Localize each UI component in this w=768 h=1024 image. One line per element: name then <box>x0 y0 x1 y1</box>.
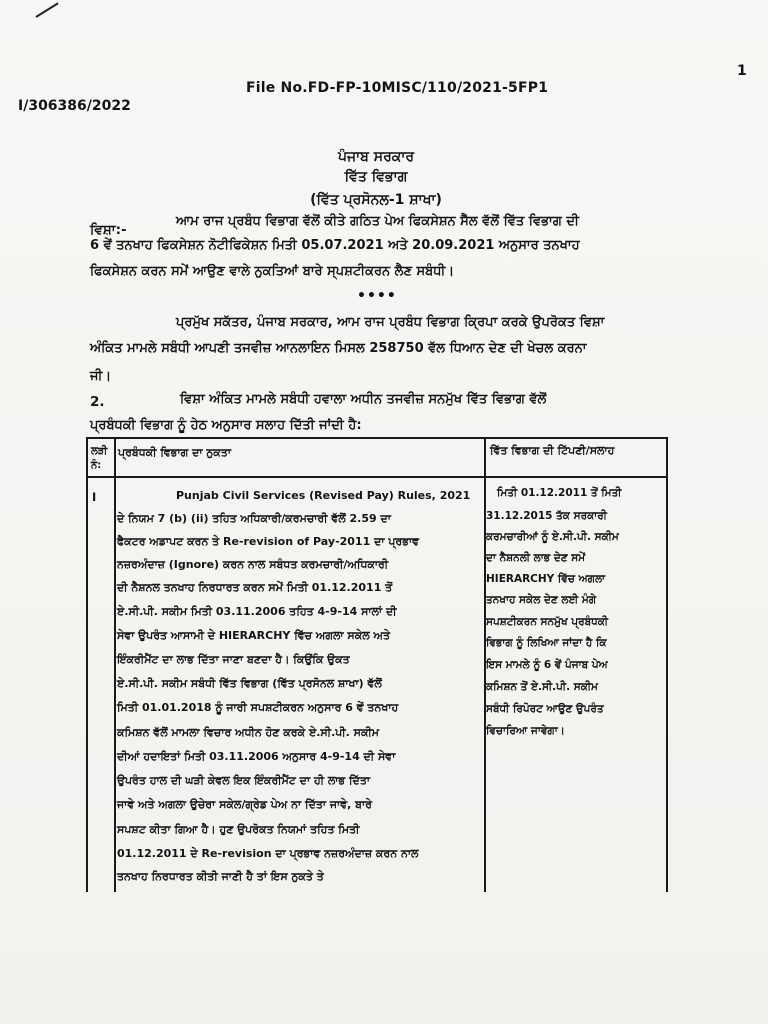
advice-line-3: ਕਰਮਚਾਰੀਆਂ ਨੂੰ ਏ.ਸੀ.ਪੀ. ਸਕੀਮ <box>486 531 619 543</box>
advice-line-5: HIERARCHY ਵਿੱਚ ਅਗਲਾ <box>486 573 606 585</box>
advice-line-6: ਤਨਖਾਹ ਸਕੇਲ ਦੇਣ ਲਈ ਮੰਗੇ <box>486 594 597 606</box>
page-number: 1 <box>737 63 747 79</box>
point-line-8: ਇੰਕਰੀਮੈਂਟ ਦਾ ਲਾਭ ਦਿੱਤਾ ਜਾਣਾ ਬਣਦਾ ਹੈ। ਕਿਉਂਕਿ ਉਕਤ <box>117 653 350 666</box>
point-line-10: ਮਿਤੀ 01.01.2018 ਨੂੰ ਜਾਰੀ ਸਪਸ਼ਟੀਕਰਨ ਅਨੁਸਾਰ 6 ਵੇਂ ਤਨਖਾਹ <box>117 701 399 714</box>
para2-line-1: ਵਿਸ਼ਾ ਅੰਕਿਤ ਮਾਮਲੇ ਸਬੰਧੀ ਹਵਾਲਾ ਅਧੀਨ ਤਜਵੀਜ਼ ਸਨਮੁੱਖ ਵਿੱਤ ਵਿਭਾਗ ਵੱਲੋਂ <box>180 392 547 407</box>
subject-line-3: ਫਿਕਸੇਸ਼ਨ ਕਰਨ ਸਮੇਂ ਆਉਣ ਵਾਲੇ ਨੁਕਤਿਆਂ ਬਾਰੇ ਸ੍ਪਸ਼ਟੀਕਰਨ ਲੈਣ ਸਬੰਧੀ। <box>90 264 455 279</box>
point-line-3: ਫੈਕਟਰ ਅਡਾਪਟ ਕਰਨ ਤੇ Re-revision of Pay-2011 ਦਾ ਪ੍ਰਭਾਵ <box>117 535 420 548</box>
table-col1-divider <box>114 437 116 892</box>
advice-line-7: ਸਪਸ਼ਟੀਕਰਨ ਸਨਮੁੱਖ ਪ੍ਰਬੰਧਕੀ <box>486 616 609 628</box>
table-header-divider <box>86 476 666 478</box>
point-line-16: 01.12.2011 ਦੇ Re-revision ਦਾ ਪ੍ਰਭਾਵ ਨਜ਼ਰਅੰਦਾਜ਼ ਕਰਨ ਨਾਲ <box>117 847 419 860</box>
pen-mark <box>35 2 58 17</box>
col-advice-header: ਵਿੱਤ ਵਿਭਾਗ ਦੀ ਟਿੱਪਣੀ/ਸਲਾਹ <box>490 444 615 457</box>
subject-label: ਵਿਸ਼ਾ:- <box>90 222 127 238</box>
table-top-border <box>86 437 666 439</box>
point-line-9: ਏ.ਸੀ.ਪੀ. ਸਕੀਮ ਸਬੰਧੀ ਵਿੱਤ ਵਿਭਾਗ (ਵਿੱਤ ਪ੍ਰਸੋਨਲ ਸ਼ਾਖਾ) ਵੱਲੋਂ <box>117 677 382 690</box>
advice-line-1: ਮਿਤੀ 01.12.2011 ਤੋਂ ਮਿਤੀ <box>497 487 622 499</box>
point-line-4: ਨਜ਼ਰਅੰਦਾਜ਼ (Ignore) ਕਰਨ ਨਾਲ ਸਬੰਧਤ ਕਰਮਚਾਰੀ/ਅਧਿਕਾਰੀ <box>117 558 389 571</box>
para2-line-2: ਪ੍ਰਬੰਧਕੀ ਵਿਭਾਗ ਨੂੰ ਹੇਠ ਅਨੁਸਾਰ ਸਲਾਹ ਦਿੱਤੀ ਜਾਂਦੀ ਹੈ: <box>90 418 362 433</box>
row-serial: I <box>92 490 97 504</box>
point-line-15: ਸਪਸ਼ਟ ਕੀਤਾ ਗਿਆ ਹੈ। ਹੁਣ ਉਪਰੋਕਤ ਨਿਯਮਾਂ ਤਹਿਤ ਮਿਤੀ <box>117 823 360 836</box>
header-branch: (ਵਿੱਤ ਪ੍ਰਸੋਨਲ-1 ਸ਼ਾਖਾ) <box>310 192 442 208</box>
point-line-5: ਦੀ ਨੈਸ਼ਨਲ ਤਨਖਾਹ ਨਿਰਧਾਰਤ ਕਰਨ ਸਮੇਂ ਮਿਤੀ 01.12.2011 ਤੋਂ <box>117 581 393 594</box>
point-line-1: Punjab Civil Services (Revised Pay) Rules, 2021 <box>176 489 471 502</box>
advice-line-11: ਸਬੰਧੀ ਰਿਪੋਰਟ ਆਉਣ ਉਪਰੰਤ <box>486 703 604 715</box>
reference-number: I/306386/2022 <box>18 98 131 114</box>
para1-line-2: ਅੰਕਿਤ ਮਾਮਲੇ ਸਬੰਧੀ ਆਪਣੀ ਤਜਵੀਜ਼ ਆਨਲਾਇਨ ਮਿਸਲ 258750 ਵੱਲ ਧਿਆਨ ਦੇਣ ਦੀ ਖੇਚਲ ਕਰਨਾ <box>90 341 587 356</box>
col-point-header: ਪ੍ਰਬੰਧਕੀ ਵਿਭਾਗ ਦਾ ਨੁਕਤਾ <box>118 446 231 459</box>
point-line-14: ਜਾਵੇ ਅਤੇ ਅਗਲਾ ਉਚੇਰਾ ਸਕੇਲ/ਗ੍ਰੇਡ ਪੇਅ ਨਾ ਦਿੱਤਾ ਜਾਵੇ, ਬਾਰੇ <box>117 798 372 811</box>
header-government: ਪੰਜਾਬ ਸਰਕਾਰ <box>337 149 415 165</box>
advice-line-8: ਵਿਭਾਗ ਨੂੰ ਲਿਖਿਆ ਜਾਂਦਾ ਹੈ ਕਿ <box>486 637 607 649</box>
subject-line-2: 6 ਵੇਂ ਤਨਖਾਹ ਫਿਕਸੇਸ਼ਨ ਨੋਟੀਫਿਕੇਸ਼ਨ ਮਿਤੀ 05.07.2021 ਅਤੇ 20.09.2021 ਅਨੁਸਾਰ ਤਨਖਾਹ <box>90 238 580 253</box>
point-line-17: ਤਨਖਾਹ ਨਿਰਧਾਰਤ ਕੀਤੀ ਜਾਣੀ ਹੈ ਤਾਂ ਇਸ ਨੁਕਤੇ ਤੇ <box>117 870 324 883</box>
advice-line-12: ਵਿਚਾਰਿਆ ਜਾਵੇਗਾ। <box>486 725 565 737</box>
col-serial-header-line2: ਨੰ: <box>91 460 102 471</box>
advice-line-2: 31.12.2015 ਤੱਕ ਸਰਕਾਰੀ <box>486 510 607 522</box>
point-line-11: ਕਮਿਸ਼ਨ ਵੱਲੋਂ ਮਾਮਲਾ ਵਿਚਾਰ ਅਧੀਨ ਹੋਣ ਕਰਕੇ ਏ.ਸੀ.ਪੀ. ਸਕੀਮ <box>117 726 380 739</box>
col-serial-header-line1: ਲੜੀ <box>91 446 108 457</box>
file-number: File No.FD-FP-10MISC/110/2021-5FP1 <box>246 80 549 96</box>
advice-line-9: ਇਸ ਮਾਮਲੇ ਨੂੰ 6 ਵੇਂ ਪੰਜਾਬ ਪੇਅ <box>486 659 608 671</box>
table-left-border <box>86 437 88 892</box>
point-line-7: ਸੇਵਾ ਉਪਰੰਤ ਆਸਾਮੀ ਦੇ HIERARCHY ਵਿੱਚ ਅਗਲਾ ਸਕੇਲ ਅਤੇ <box>117 629 390 642</box>
header-department: ਵਿੱਤ ਵਿਭਾਗ <box>344 169 408 185</box>
advice-line-10: ਕਮਿਸ਼ਨ ਤੋਂ ਏ.ਸੀ.ਪੀ. ਸਕੀਮ <box>486 681 598 693</box>
para1-line-1: ਪ੍ਰਮੁੱਖ ਸਕੱਤਰ, ਪੰਜਾਬ ਸਰਕਾਰ, ਆਮ ਰਾਜ ਪ੍ਰਬੰਧ ਵਿਭਾਗ ਕ੍ਰਿਪਾ ਕਰਕੇ ਉਪਰੋਕਤ ਵਿਸ਼ਾ <box>176 315 605 330</box>
subject-line-1: ਆਮ ਰਾਜ ਪ੍ਰਬੰਧ ਵਿਭਾਗ ਵੱਲੋਂ ਕੀਤੇ ਗਠਿਤ ਪੇਅ ਫਿਕਸੇਸ਼ਨ ਸੈੱਲ ਵੱਲੋਂ ਵਿੱਤ ਵਿਭਾਗ ਦੀ <box>176 214 579 229</box>
point-line-13: ਉਪਰੰਤ ਹਾਲ ਦੀ ਘੜੀ ਕੇਵਲ ਇਕ ਇੰਕਰੀਮੈਂਟ ਦਾ ਹੀ ਲਾਭ ਦਿੱਤਾ <box>117 774 371 787</box>
para2-number: 2. <box>90 394 105 410</box>
advice-line-4: ਦਾ ਨੈਸ਼ਨਲੀ ਲਾਭ ਦੇਣ ਸਮੇਂ <box>486 552 586 564</box>
point-line-12: ਦੀਆਂ ਹਦਾਇਤਾਂ ਮਿਤੀ 03.11.2006 ਅਨੁਸਾਰ 4-9-14 ਦੀ ਸੇਵਾ <box>117 750 396 763</box>
point-line-2: ਦੇ ਨਿਯਮ 7 (b) (ii) ਤਹਿਤ ਅਧਿਕਾਰੀ/ਕਰਮਚਾਰੀ ਵੱਲੋਂ 2.59 ਦਾ <box>117 512 391 525</box>
separator: •••• <box>357 288 397 304</box>
point-line-6: ਏ.ਸੀ.ਪੀ. ਸਕੀਮ ਮਿਤੀ 03.11.2006 ਤਹਿਤ 4-9-14 ਸਾਲਾਂ ਦੀ <box>117 605 397 618</box>
table-right-border <box>666 437 668 892</box>
para1-line-3: ਜੀ। <box>90 369 112 384</box>
